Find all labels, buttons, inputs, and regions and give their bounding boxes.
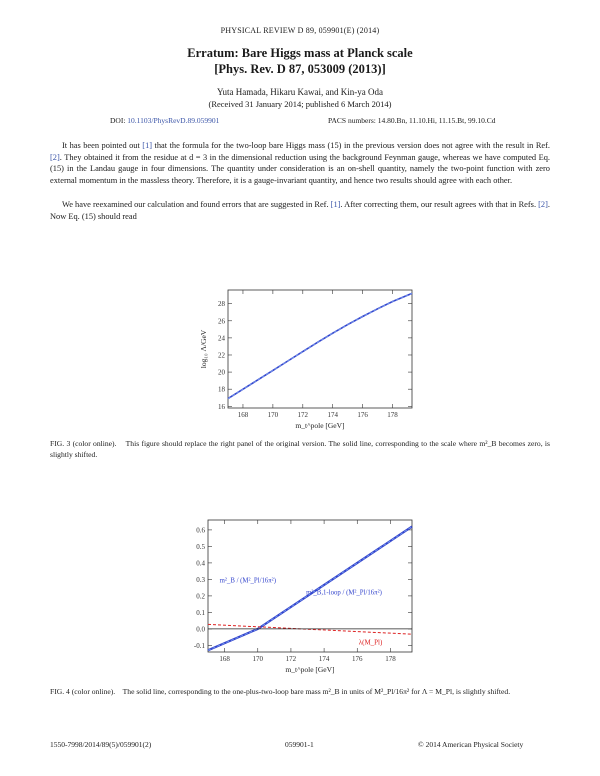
fig4-caption (50, 686, 550, 697)
y-tick-label: 0.1 (196, 608, 205, 617)
text: . Now Eq. (15) should read (50, 200, 550, 221)
fig3-caption (50, 438, 550, 460)
text: . After correcting them, our result agrees with that in Refs. (340, 200, 539, 209)
y-tick-label: 0.2 (196, 592, 205, 601)
x-tick-label: 170 (252, 655, 264, 663)
y-tick-label: 16 (218, 402, 225, 411)
x-tick-label: 176 (357, 411, 368, 419)
x-tick-label: 168 (219, 655, 230, 663)
y-tick-label: 0.6 (196, 526, 205, 535)
legend-lambda: λ(M_Pl) (358, 638, 383, 647)
ref-link[interactable]: [1] (330, 200, 341, 209)
x-tick-label: 174 (318, 655, 330, 663)
x-axis-label: m_t^pole [GeV] (295, 421, 345, 430)
paragraph-2 (50, 199, 550, 222)
ref-link[interactable]: [2] (538, 200, 548, 209)
x-tick-label: 172 (285, 655, 297, 663)
y-tick-label: 28 (218, 300, 225, 309)
running-head: PHYSICAL REVIEW D 89, 059901(E) (2014) (220, 26, 380, 35)
fig3-caption-label: FIG. 3 (color online). (50, 439, 117, 448)
text: that the formula for the two-loop bare Higgs mass (15) in the previous version does not agree with the result in Ref. (152, 141, 551, 150)
x-tick-label: 168 (237, 411, 249, 419)
x-tick-label: 178 (385, 655, 396, 663)
pacs-numbers: PACS numbers: 14.80.Bn, 11.10.Hi, 11.15.Bt, 99.10.Cd (328, 116, 496, 125)
y-tick-label: 18 (218, 385, 225, 394)
y-tick-label: 20 (218, 368, 225, 377)
text: We have reexamined our calculation and found errors that are suggested in Ref. (62, 200, 331, 209)
text: . They obtained it from the residue at d = 3 in the dimensional reduction using the background Feynman gauge, whereas we have computed Eq. (15) in the Landau gauge in four dimensions. The quantity under consideration is an on-shell quantity, namely the two-point function with zero external momentum in the massless theory. Therefore, it is a gauge-invariant quantity, and hence two results should agree with each other. (50, 152, 550, 185)
y-tick-label: -0.1 (193, 641, 205, 650)
footer-copyright: © 2014 American Physical Society (418, 740, 524, 749)
y-axis-label: log₁₀ Λ/GeV (199, 329, 208, 369)
y-tick-label: 0.5 (196, 542, 205, 551)
y-tick-label: 24 (218, 334, 225, 343)
legend-one-loop: m²_B,1-loop / (M²_Pl/16π²) (306, 589, 382, 597)
authors: Yuta Hamada, Hikaru Kawai, and Kin-ya Oda (217, 87, 383, 97)
x-axis-label: m_t^pole [GeV] (285, 665, 335, 674)
y-tick-label: 0.3 (196, 575, 205, 584)
fig3-caption-text: This figure should replace the right panel of the original version. The solid line, corresponding to the scale where m²_B becomes zero, is slightly shifted. (50, 439, 550, 459)
x-tick-label: 178 (387, 411, 398, 419)
y-tick-label: 22 (218, 351, 225, 360)
fig3-chart (180, 284, 420, 436)
footer-page-number: 059901-1 (285, 740, 314, 749)
fig4-caption-label: FIG. 4 (color online). (50, 687, 116, 696)
paper-title: Erratum: Bare Higgs mass at Planck scale (187, 46, 413, 60)
footer-issn: 1550-7998/2014/89(5)/059901(2) (50, 740, 152, 749)
plot-frame (208, 520, 412, 652)
received-date: (Received 31 January 2014; published 6 March 2014) (208, 99, 392, 109)
paper-title-citation: [Phys. Rev. D 87, 053009 (2013)] (214, 62, 386, 76)
y-tick-label: 26 (218, 317, 225, 326)
x-tick-label: 174 (327, 411, 338, 419)
plot-frame (228, 290, 412, 408)
text: It has been pointed out (62, 141, 143, 150)
fig4-caption-text: The solid line, corresponding to the one-plus-two-loop bare mass m²_B in units of M²_Pl/16π² for Λ = M_Pl, is slightly shifted. (122, 687, 511, 696)
legend-two-loop: m²_B / (M²_Pl/16π²) (219, 577, 276, 585)
ref-link[interactable]: [1] (142, 141, 153, 150)
x-tick-label: 172 (297, 411, 309, 419)
y-tick-label: 0.0 (196, 625, 205, 634)
doi-link[interactable]: 10.1103/PhysRevD.89.059901 (127, 116, 220, 125)
x-tick-label: 176 (352, 655, 363, 663)
doi (110, 116, 219, 125)
doi-label: DOI: (110, 116, 126, 125)
paragraph-1 (50, 140, 550, 186)
fig4-chart (180, 514, 420, 676)
y-tick-label: 0.4 (196, 559, 205, 568)
ref-link[interactable]: [2] (50, 152, 60, 162)
x-tick-label: 170 (267, 411, 279, 419)
